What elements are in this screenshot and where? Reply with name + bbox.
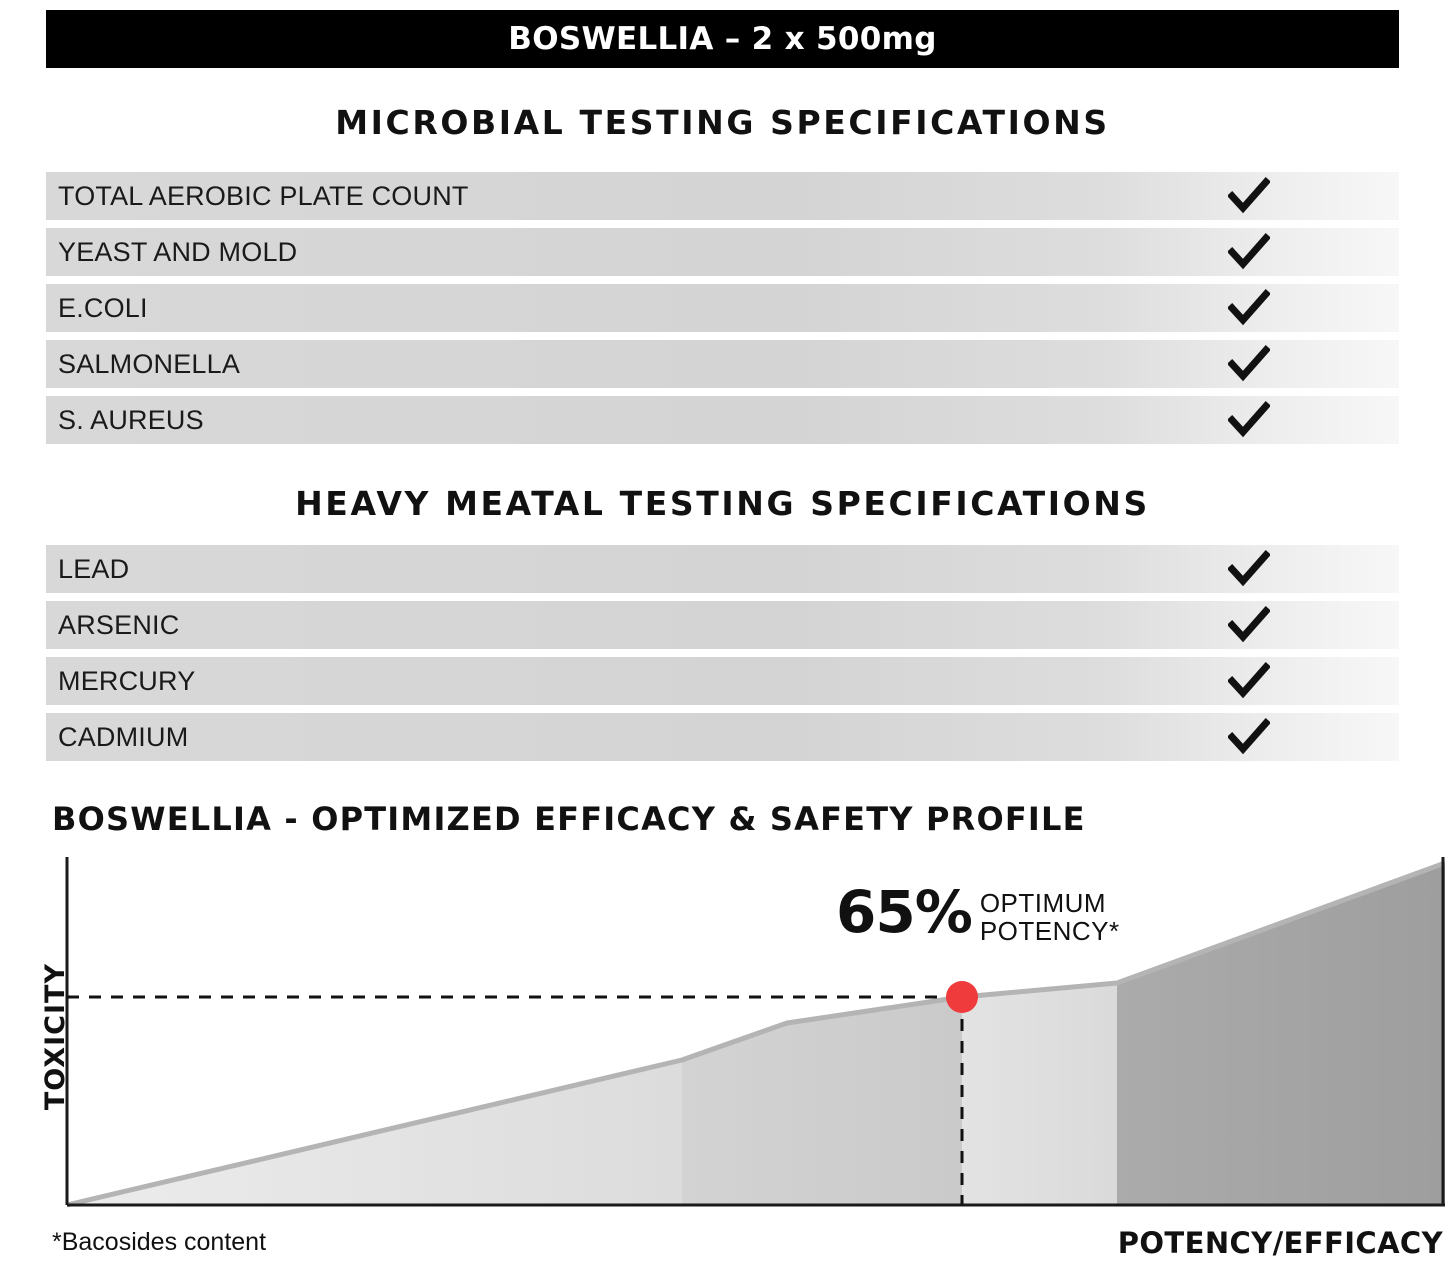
check-icon	[1228, 660, 1270, 702]
optimum-caption-line2: POTENCY*	[979, 916, 1120, 947]
table-row	[46, 396, 1399, 444]
table-row	[46, 172, 1399, 220]
table-row	[46, 340, 1399, 388]
check-icon	[1228, 343, 1270, 385]
check-icon	[1228, 604, 1270, 646]
test-name: TOTAL AEROBIC PLATE COUNT	[58, 180, 469, 211]
test-name: S. AUREUS	[58, 404, 204, 435]
test-name: SALMONELLA	[58, 348, 241, 379]
chart-y-axis-label: TOXICITY	[40, 963, 71, 1111]
check-icon	[1228, 399, 1270, 441]
optimum-caption-line1: OPTIMUM	[979, 888, 1107, 918]
heavy-metal-section-heading: HEAVY MEATAL TESTING SPECIFICATIONS	[295, 484, 1150, 523]
check-icon	[1228, 548, 1270, 590]
test-name: YEAST AND MOLD	[58, 236, 298, 267]
check-icon	[1228, 175, 1270, 217]
microbial-section-heading: MICROBIAL TESTING SPECIFICATIONS	[335, 103, 1110, 142]
test-name: E.COLI	[58, 292, 148, 323]
profile-section-heading: BOSWELLIA - OPTIMIZED EFFICACY & SAFETY PROFILE	[52, 800, 1086, 838]
test-name: MERCURY	[58, 665, 196, 696]
table-row	[46, 284, 1399, 332]
chart-x-axis-label: POTENCY/EFFICACY	[1117, 1226, 1443, 1260]
chart-plot-area	[57, 855, 1445, 1220]
toxicity-potency-chart	[40, 855, 1445, 1235]
microbial-testing-table	[46, 172, 1399, 452]
check-icon	[1228, 231, 1270, 273]
test-name: CADMIUM	[58, 721, 189, 752]
heavy-metal-testing-table	[46, 545, 1399, 769]
table-row	[46, 713, 1399, 761]
check-icon	[1228, 287, 1270, 329]
test-name: ARSENIC	[58, 609, 180, 640]
table-row	[46, 601, 1399, 649]
optimum-percent-value: 65%	[836, 878, 972, 946]
chart-footnote: *Bacosides content	[52, 1228, 267, 1256]
table-row	[46, 228, 1399, 276]
table-row	[46, 657, 1399, 705]
check-icon	[1228, 716, 1270, 758]
product-title-bar	[46, 10, 1399, 68]
page-title: BOSWELLIA – 2 x 500mg	[508, 21, 937, 57]
test-name: LEAD	[58, 553, 130, 584]
table-row	[46, 545, 1399, 593]
